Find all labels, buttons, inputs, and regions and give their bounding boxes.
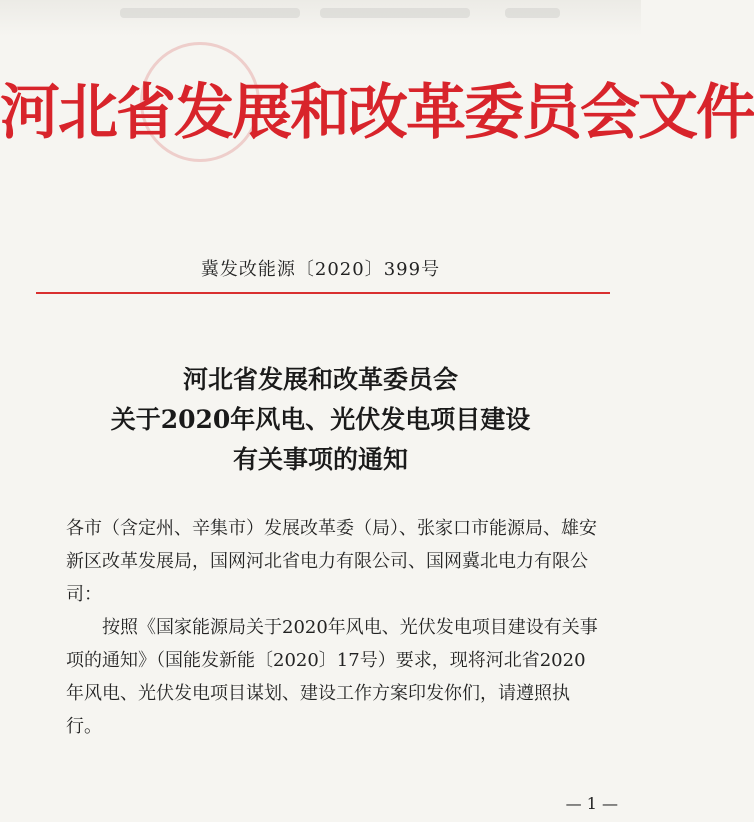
notice-title-line-2: 关于2020年风电、光伏发电项目建设: [110, 405, 531, 434]
notice-title-line-3: 有关事项的通知: [232, 445, 408, 474]
document-header-title: 河北省发展和改革委员会文件: [0, 78, 754, 148]
notice-title-line-1: 河北省发展和改革委员会: [182, 365, 458, 394]
red-divider-line: [36, 292, 610, 294]
body-paragraph: 按照《国家能源局关于2020年风电、光伏发电项目建设有关事项的通知》（国能发新能〔2020〕17号）要求，现将河北省2020年风电、光伏发电项目谋划、建设工作方案印发你们，请遵照执行。: [66, 617, 598, 737]
notice-body: [66, 512, 600, 743]
bleed-through-area: [0, 0, 641, 36]
page-number: [0, 794, 630, 813]
bleed-through-text: [505, 8, 560, 18]
bleed-through-text: [120, 8, 300, 18]
bleed-through-text: [320, 8, 470, 18]
page-number-text: — 1 —: [565, 794, 618, 813]
document-number: 冀发改能源〔2020〕399号: [200, 259, 441, 280]
notice-title: [0, 360, 641, 480]
salutation-recipients: 各市（含定州、辛集市）发展改革委（局）、张家口市能源局、雄安新区改革发展局，国网河北省电力有限公司、国网冀北电力有限公司：: [66, 518, 597, 605]
